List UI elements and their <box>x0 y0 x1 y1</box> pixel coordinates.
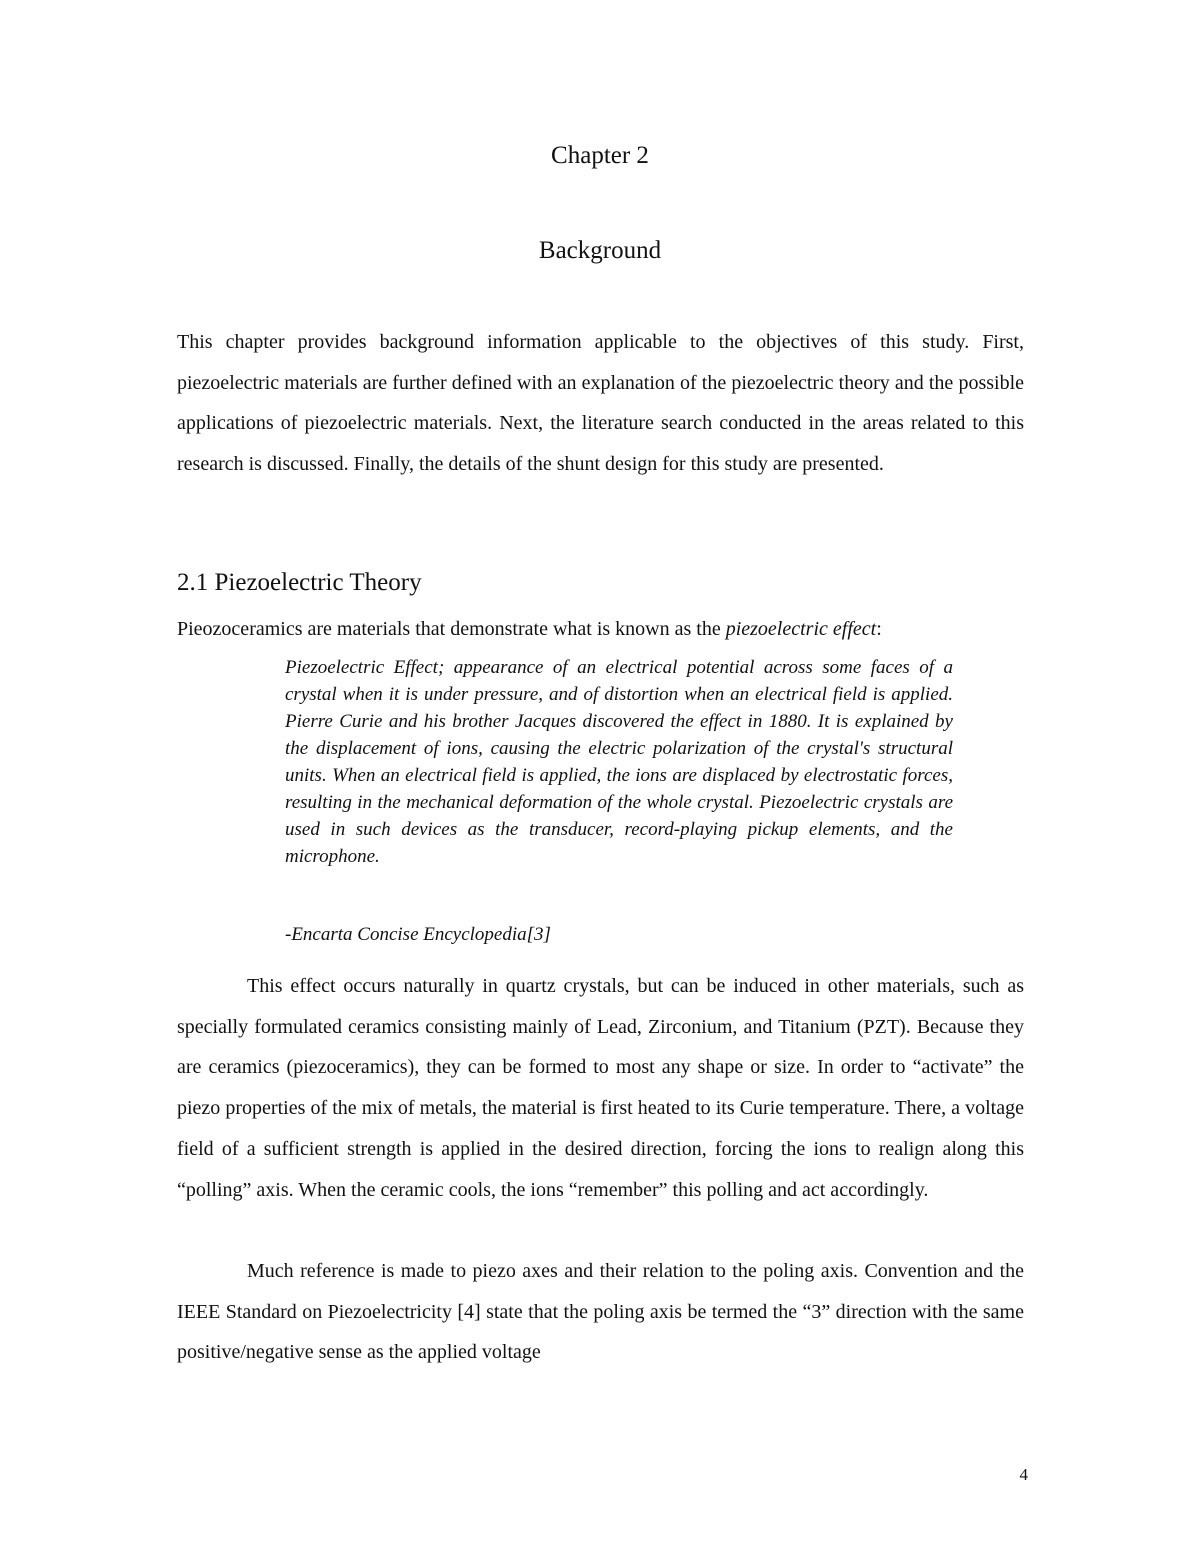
quote-source: -Encarta Concise Encyclopedia[3] <box>285 924 551 945</box>
chapter-label: Chapter 2 <box>551 142 649 169</box>
section-heading: 2.1 Piezoelectric Theory <box>177 569 422 596</box>
body-paragraph-1: This effect occurs naturally in quartz crystals, but can be induced in other materials, such as specially formulated ceramics consisting mainly of Lead, Zirconium, and Titanium (PZT). Because they are ceramics (piezoceramics), they can be formed to most any shape or size. In order to “activate” the piezo properties of the mix of metals, the material is first heated to its Curie temperature. There, a voltage field of a sufficient strength is applied in the desired direction, forcing the ions to realign along this “polling” axis. When the ceramic cools, the ions “remember” this polling and act accordingly. <box>177 975 1024 1201</box>
lead-in-end: : <box>876 618 882 640</box>
chapter-title: Background <box>538 237 662 264</box>
lead-in-text: Pieozoceramics are materials that demonstrate what is known as the <box>177 618 726 640</box>
body-paragraph-2: Much reference is made to piezo axes and their relation to the poling axis. Convention and the IEEE Standard on Piezoelectricity [4] state that the poling axis be termed the “3” direction with the same positive/negative sense as the applied voltage <box>177 1260 1024 1364</box>
page-number: 4 <box>1019 1465 1028 1484</box>
block-quote: Piezoelectric Effect; appearance of an electrical potential across some faces of a crystal when it is under pressure, and of distortion when an electrical field is applied. Pierre Curie and his brother Jacques discovered the effect in 1880. It is explained by the displacement of ions, causing the electric polarization of the crystal's structural units. When an electrical field is applied, the ions are displaced by electrostatic forces, resulting in the mechanical deformation of the whole crystal. Piezoelectric crystals are used in such devices as the transducer, record-playing pickup elements, and the microphone. <box>285 657 953 867</box>
lead-in-term: piezoelectric effect <box>725 618 877 640</box>
lead-in-paragraph <box>177 614 1024 644</box>
intro-paragraph: This chapter provides background information applicable to the objectives of this study. First, piezoelectric materials are further defined with an explanation of the piezoelectric theory and the possible applications of piezoelectric materials. Next, the literature search conducted in the areas related to this research is discussed. Finally, the details of the shunt design for this study are presented. <box>177 331 1024 475</box>
